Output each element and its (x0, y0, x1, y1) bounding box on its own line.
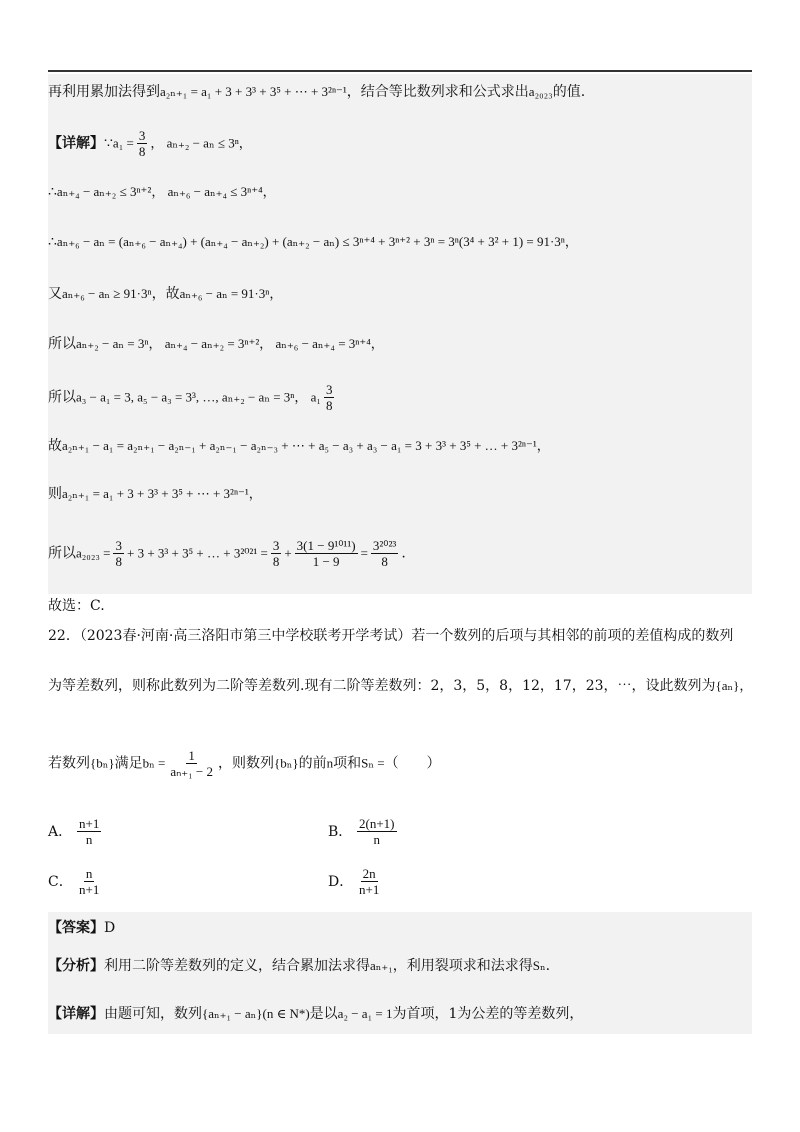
solution-line-5 (48, 284, 282, 304)
math-expr: {bₙ} (90, 755, 115, 771)
solution-line-7 (48, 382, 337, 413)
frac-den: 8 (381, 554, 388, 569)
frac-num: 3 (115, 538, 122, 553)
frac-num: 3²⁰²³ (372, 538, 397, 553)
math-expr: a₁ = (112, 135, 134, 151)
option-b[interactable] (328, 816, 400, 847)
frac-num: 3(1 − 9¹⁰¹¹) (296, 538, 356, 553)
answer-value: D (104, 920, 116, 936)
fraction (271, 538, 282, 569)
frac-num: 2n (362, 866, 376, 881)
fraction (168, 748, 215, 779)
fraction (77, 816, 101, 847)
text: 又 (48, 286, 62, 302)
option-label: A． (48, 823, 73, 840)
math-expr: {aₙ}， (715, 678, 753, 693)
option-label: D． (328, 873, 354, 890)
frac-den: 8 (272, 554, 280, 569)
math-expr: {bₙ} (274, 755, 299, 771)
text: 是以 (309, 1006, 338, 1022)
text: （ ） (384, 755, 441, 772)
text: ，利用裂项求和法求得 (392, 958, 533, 974)
text: . (545, 958, 551, 974)
solution-line-4 (48, 232, 578, 252)
text: 则 (48, 486, 62, 502)
solution-line-9 (48, 484, 262, 504)
frac-num: 3 (138, 128, 146, 143)
fraction (137, 128, 148, 159)
frac-num: 1 (188, 748, 195, 763)
math-expr: = (360, 545, 368, 561)
frac-den: n (373, 832, 380, 847)
text: 故 (48, 438, 62, 454)
solution-line-8 (48, 436, 550, 456)
option-a[interactable] (48, 816, 104, 847)
math-expr: aₙ₊₆ − aₙ = (aₙ₊₆ − aₙ₊₄) + (aₙ₊₄ − aₙ₊₂) + (aₙ₊₂ − aₙ) ≤ 3ⁿ⁺⁴ + 3ⁿ⁺² + 3ⁿ = 3ⁿ(3⁴ + 3² + 1) = 91·3ⁿ， (56, 234, 578, 249)
text: 所以 (48, 389, 76, 406)
math-expr: a₂ₙ₊₁ = a₁ + 3 + 3³ + 3⁵ + ⋯ + 3²ⁿ⁻¹， (62, 486, 262, 501)
math-expr: a₂ₙ₊₁ − a₁ = a₂ₙ₊₁ − a₂ₙ₋₁ + a₂ₙ₋₁ − a₂ₙ₋₃ + ⋯ + a₅ − a₃ + a₃ − a₁ = 3 + 3³ + 3⁵ + … + 3²ⁿ⁻¹， (62, 438, 550, 453)
solution-line-3 (48, 182, 276, 202)
text: ，结合等比数列求和公式求出 (346, 84, 529, 100)
math-expr: {aₙ₊₁ − aₙ}(n ∈ N*) (202, 1006, 310, 1021)
frac-num: n+1 (79, 816, 100, 831)
detail-tag: 【详解】 (48, 1006, 104, 1022)
text: 利用二阶等差数列的定义，结合累加法求得 (104, 958, 370, 974)
question-line-2 (48, 676, 752, 696)
solution-line-6 (48, 334, 384, 354)
frac-num: 3 (325, 382, 333, 397)
fraction (324, 382, 335, 413)
math-expr: + (284, 545, 292, 561)
solution-line-10 (48, 538, 406, 569)
option-d[interactable] (328, 866, 384, 897)
frac-den: 8 (138, 144, 146, 159)
analysis-tag: 【分析】 (48, 958, 104, 974)
text: 所以 (48, 545, 76, 562)
question-stem: 22．（2023春·河南·高三洛阳市第三中学校联考开学考试）若一个数列的后项与其相邻的前项的差值构成的数列 (48, 628, 734, 644)
frac-den: n (85, 832, 93, 847)
text: 若数列 (48, 755, 90, 772)
analysis-line (48, 956, 550, 976)
detail-line (48, 1004, 583, 1024)
math-expr: aₙ₊₁ (370, 958, 393, 973)
text: 所以 (48, 336, 76, 352)
math-expr: ， aₙ₊₂ − aₙ ≤ 3ⁿ， (150, 135, 252, 151)
choice-conclusion: 故选：C. (48, 598, 105, 614)
frac-num: 3 (272, 538, 280, 553)
question-stem: 为等差数列，则称此数列为二阶等差数列.现有二阶等差数列：2，3，5，8，12，17，23，⋯，设此数列为 (48, 678, 716, 694)
text: 项和 (333, 755, 362, 772)
math-expr: Sₙ (532, 958, 546, 973)
frac-num: 2(n+1) (359, 816, 395, 831)
fraction (113, 538, 124, 569)
math-expr: a₂₀₂₃ (528, 84, 553, 99)
question-line-3 (48, 748, 441, 779)
math-expr: a₂ − a₁ = 1 (337, 1006, 393, 1021)
fraction (295, 538, 358, 569)
solution-line-2 (48, 128, 252, 159)
header-rule (48, 70, 752, 72)
fraction (77, 866, 101, 897)
frac-den: aₙ₊₁ − 2 (170, 764, 214, 779)
frac-num: n (85, 866, 93, 881)
text: 为首项，1为公差的等差数列， (392, 1006, 584, 1022)
text: ∵ (104, 135, 113, 152)
frac-den: 8 (115, 554, 122, 569)
text: ∴ (48, 184, 57, 200)
solution-line-1 (48, 82, 585, 102)
math-expr: aₙ₊₆ − aₙ ≥ 91·3ⁿ (62, 286, 152, 301)
answer-tag: 【答案】 (48, 920, 104, 936)
math-expr: Sₙ = (361, 755, 385, 771)
fraction (357, 866, 381, 897)
option-c[interactable] (48, 866, 104, 897)
detail-tag: 【详解】 (48, 135, 104, 152)
math-expr: aₙ₊₆ − aₙ = 91·3ⁿ， (179, 286, 283, 301)
math-expr: + 3 + 3³ + 3⁵ + … + 3²⁰²¹ = (126, 545, 268, 561)
text: . (401, 545, 406, 562)
math-expr: aₙ₊₄ − aₙ₊₂ ≤ 3ⁿ⁺²， aₙ₊₆ − aₙ₊₄ ≤ 3ⁿ⁺⁴， (56, 184, 276, 199)
frac-den: n+1 (79, 882, 100, 897)
math-expr: aₙ₊₂ − aₙ = 3ⁿ， aₙ₊₄ − aₙ₊₂ = 3ⁿ⁺²， aₙ₊₆ − aₙ₊₄ = 3ⁿ⁺⁴， (76, 336, 384, 351)
math-expr: bₙ = (142, 755, 166, 771)
frac-den: n+1 (359, 882, 380, 897)
answer-line (48, 918, 115, 938)
fraction (357, 816, 397, 847)
text: 的前 (298, 755, 327, 772)
text: ，故 (151, 286, 180, 302)
text: ，则数列 (218, 755, 275, 772)
math-expr: a₃ − a₁ = 3, a₅ − a₃ = 3³, …, aₙ₊₂ − aₙ = 3ⁿ， a₁ (76, 389, 321, 405)
text: 由题可知，数列 (104, 1006, 202, 1022)
text: 满足 (114, 755, 143, 772)
option-label: C． (48, 873, 73, 890)
fraction (371, 538, 398, 569)
text: ∴ (48, 234, 57, 250)
text: 的值. (552, 84, 586, 100)
math-expr: n (326, 755, 334, 771)
frac-den: 1 − 9 (312, 554, 340, 569)
question-line-1 (48, 626, 733, 646)
math-expr: a₂₀₂₃ = (76, 545, 111, 561)
math-expr: a₂ₙ₊₁ = a₁ + 3 + 3³ + 3⁵ + ⋯ + 3²ⁿ⁻¹ (160, 84, 347, 99)
solution-line-11 (48, 596, 105, 616)
frac-den: 8 (325, 398, 333, 413)
option-label: B． (328, 823, 353, 840)
text: 再利用累加法得到 (48, 84, 160, 100)
